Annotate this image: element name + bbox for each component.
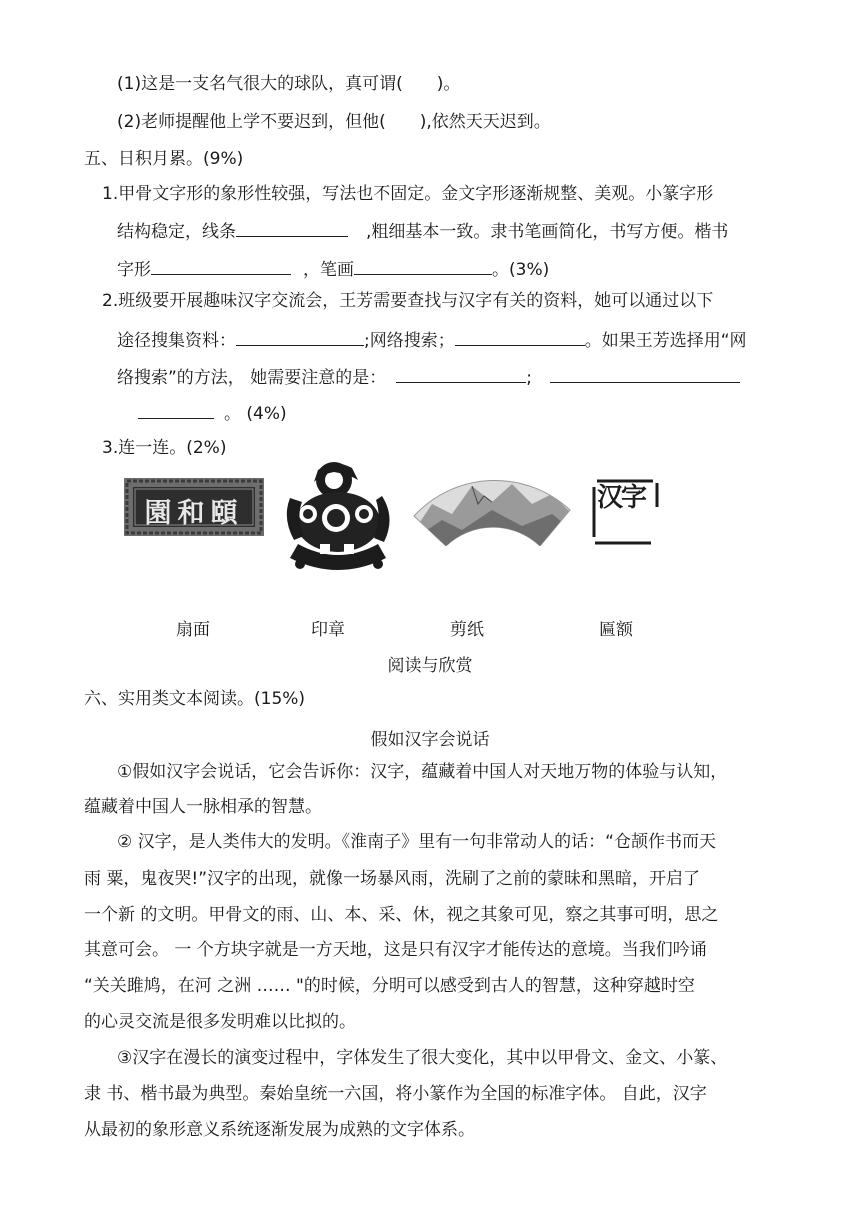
- q5-p2-text: ;: [526, 368, 532, 388]
- answer-blank-shape[interactable]: [151, 256, 291, 275]
- papercut-image[interactable]: [278, 458, 400, 576]
- seal-image[interactable]: [591, 477, 661, 547]
- q5-p2-score: 。 (4%): [224, 404, 287, 424]
- seal-text: 汉字: [597, 483, 646, 513]
- caption-papercut[interactable]: 剪纸: [450, 620, 484, 640]
- caption-fan[interactable]: 扇面: [176, 620, 210, 640]
- answer-blank-way-2[interactable]: [455, 327, 585, 346]
- passage-line: 从最初的象形意义系统逐渐发展为成熟的文字体系。: [84, 1120, 475, 1140]
- plaque-image[interactable]: [124, 478, 264, 536]
- passage-line: ①假如汉字会说话，它会告诉你：汉字，蕴藏着中国人对天地万物的体验与认知，: [117, 762, 728, 782]
- q5-p1-line3: [117, 256, 549, 281]
- q5-p2-line4: [138, 400, 287, 425]
- answer-blank-lines[interactable]: [236, 218, 348, 237]
- q5-heading: 五、日积月累。(9%): [84, 149, 244, 169]
- q5-p2-text: ;网络搜索；: [364, 331, 455, 351]
- q5-p2-text: 络搜索”的方法， 她需要注意的是：: [117, 368, 387, 388]
- q5-p1-text: ,粗细基本一致。隶书笔画简化，书写方便。楷书: [366, 222, 729, 242]
- q5-p1-line1: 1.甲骨文字形的象形性较强，写法也不固定。金文字形逐渐规整、美观。小篆字形: [102, 184, 714, 204]
- q5-p1-text: 字形: [117, 260, 151, 280]
- answer-blank-way-1[interactable]: [236, 327, 364, 346]
- caption-plaque[interactable]: 匾额: [599, 620, 633, 640]
- passage-line: 蕴藏着中国人一脉相承的智慧。: [84, 797, 322, 817]
- q5-p2-line1: 2.班级要开展趣味汉字交流会，王芳需要查找与汉字有关的资料，她可以通过以下: [102, 291, 714, 311]
- q6-heading: 六、实用类文本阅读。(15%): [84, 689, 306, 709]
- q5-p2-text: 途径搜集资料：: [117, 331, 236, 351]
- q4-item-2: (2)老师提醒他上学不要迟到，但他( ),依然天天迟到。: [117, 112, 551, 132]
- q5-p1-score: 。(3%): [492, 260, 550, 280]
- section-title: 阅读与欣赏: [387, 656, 473, 676]
- caption-seal[interactable]: 印章: [311, 620, 345, 640]
- passage-title: 假如汉字会说话: [370, 730, 490, 750]
- q5-p3-label: 3.连一连。(2%): [102, 438, 227, 458]
- fan-painting-image[interactable]: [412, 474, 572, 546]
- q5-p2-line2: [117, 327, 747, 352]
- passage-line: 雨 粟，鬼夜哭!”汉字的出现，就像一场暴风雨，洗刷了之前的蒙昧和黑暗，开启了: [84, 869, 701, 889]
- answer-blank-strokes[interactable]: [354, 256, 492, 275]
- passage-line: 隶 书、楷书最为典型。秦始皇统一六国，将小篆作为全国的标准字体。 自此，汉字: [84, 1084, 707, 1104]
- passage-line: ③汉字在漫长的演变过程中，字体发生了很大变化，其中以甲骨文、金文、小篆、: [117, 1048, 728, 1068]
- q5-p1-text: ，笔画: [303, 260, 354, 280]
- answer-blank-note-2[interactable]: [550, 364, 740, 383]
- passage-line: 其意可会。 一 个方块字就是一方天地，这是只有汉字才能传达的意境。当我们吟诵: [84, 940, 707, 960]
- q4-item-1: (1)这是一支名气很大的球队，真可谓( )。: [117, 74, 461, 94]
- plaque-text: 園和頤: [144, 498, 244, 529]
- q5-p2-line3: [117, 364, 740, 389]
- q5-p2-text: 。如果王芳选择用“网: [584, 331, 747, 351]
- passage-line: 的心灵交流是很多发明难以比拟的。: [84, 1012, 356, 1032]
- q5-p1-line2: [117, 218, 728, 243]
- q5-p1-text: 结构稳定，线条: [117, 222, 236, 242]
- answer-blank-note-2-cont[interactable]: [138, 400, 214, 419]
- answer-blank-note-1[interactable]: [396, 364, 526, 383]
- passage-line: ② 汉字，是人类伟大的发明。《淮南子》里有一句非常动人的话：“仓颉作书而天: [117, 832, 716, 852]
- passage-line: “关关雎鸠，在河 之洲 …… "的时候，分明可以感受到古人的智慧，这种穿越时空: [84, 976, 695, 996]
- passage-line: 一个新 的文明。甲骨文的雨、山、本、采、休，视之其象可见，察之其事可明，思之: [84, 905, 719, 925]
